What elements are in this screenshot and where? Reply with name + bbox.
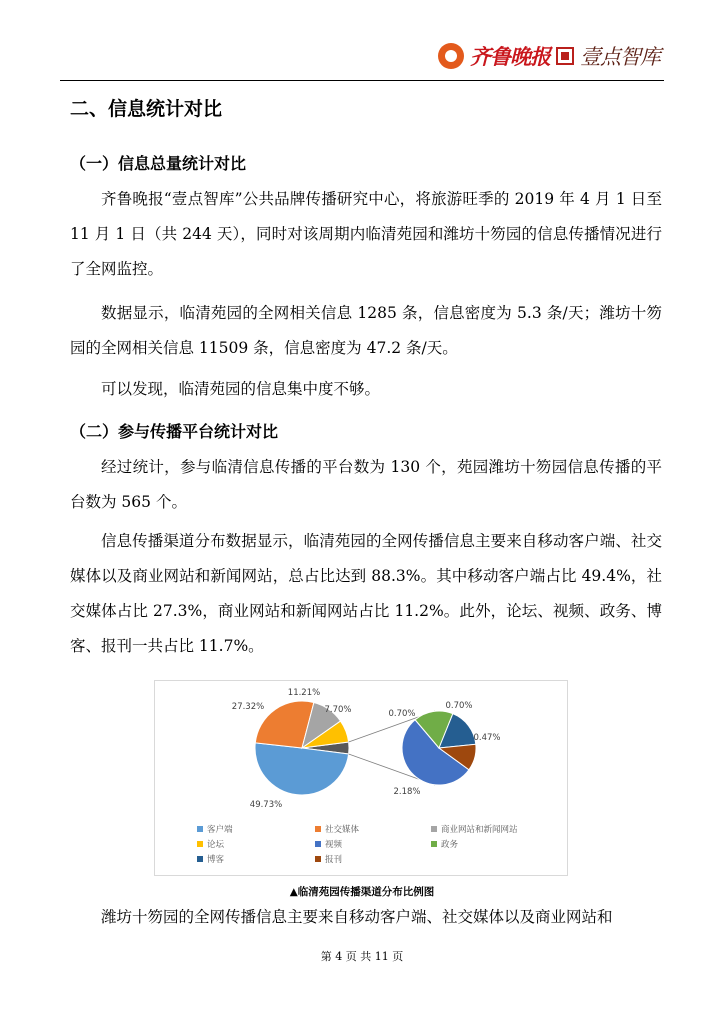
seal-icon: [556, 47, 574, 65]
detail-label-3: 0.47%: [473, 733, 501, 743]
legend-label: 商业网站和新闻网站: [441, 824, 518, 835]
legend-swatch: [197, 826, 203, 832]
legend-swatch: [197, 841, 203, 847]
paragraph-2: 数据显示，临清苑园的全网相关信息 1285 条，信息密度为 5.3 条/天；潍坊十笏园的全网相关信息 11509 条，信息密度为 47.2 条/天。: [70, 304, 662, 357]
brand-logo-icon: [438, 43, 464, 69]
paragraph-3: 可以发现，临清苑园的信息集中度不够。: [101, 380, 381, 398]
paragraph-5: 信息传播渠道分布数据显示，临清苑园的全网传播信息主要来自移动客户端、社交媒体以及商业网站和新闻网站，总占比达到 88.3%。其中移动客户端占比 49.4%，社交媒体占比 27.3%，商业网站和新闻网站占比 11.2%。此外，论坛、视频、政务、博客、报刊一共占比 11.7%。: [70, 532, 662, 655]
legend-item: [431, 821, 567, 836]
legend-swatch: [431, 841, 437, 847]
detail-label-1: 0.70%: [388, 709, 416, 719]
legend-swatch: [431, 826, 437, 832]
pie-chart: [154, 680, 568, 876]
pie-of-pie-chart: [155, 681, 567, 819]
legend-item: [315, 851, 431, 866]
detail-label-0: 2.18%: [393, 787, 421, 797]
page-footer: 第 4 页 共 11 页: [320, 950, 404, 963]
legend-swatch: [315, 856, 321, 862]
detail-label-2: 0.70%: [445, 701, 473, 711]
paragraph-4: 经过统计，参与临清信息传播的平台数为 130 个，苑园潍坊十笏园信息传播的平台数为 565 个。: [70, 458, 662, 511]
legend-label: 政务: [441, 839, 459, 850]
legend-swatch: [315, 826, 321, 832]
legend-item: [197, 821, 315, 836]
subsection-title-1: （一）信息总量统计对比: [70, 154, 247, 173]
legend-label: 报刊: [325, 854, 343, 865]
legend-swatch: [315, 841, 321, 847]
legend-label: 客户端: [207, 824, 233, 835]
legend-swatch: [197, 856, 203, 862]
paragraph-6: 潍坊十笏园的全网传播信息主要来自移动客户端、社交媒体以及商业网站和: [101, 908, 613, 926]
legend-label: 论坛: [207, 839, 225, 850]
legend-label: 博客: [207, 854, 225, 865]
pie-label-0: 49.73%: [249, 800, 283, 810]
sub-brand-name: 壹点智库: [580, 45, 660, 69]
chart-legend: [197, 821, 567, 866]
header-divider: [60, 80, 664, 81]
legend-item: [197, 851, 315, 866]
paragraph-1: 齐鲁晚报“壹点智库”公共品牌传播研究中心，将旅游旺季的 2019 年 4 月 1 日至 11 月 1 日（共 244 天），同时对该周期内临清苑园和潍坊十笏园的信息传播情况进行了全网监控。: [70, 190, 662, 278]
legend-label: 视频: [325, 839, 343, 850]
header-logo: [438, 38, 668, 74]
brand-name: 齐鲁晚报: [470, 44, 550, 69]
section-title: 二、信息统计对比: [70, 98, 223, 120]
subsection-title-2: （二）参与传播平台统计对比: [70, 422, 279, 441]
legend-item: [315, 821, 431, 836]
legend-label: 社交媒体: [325, 824, 360, 835]
legend-item: [431, 836, 567, 851]
legend-item: [197, 836, 315, 851]
pie-label-1: 27.32%: [231, 702, 265, 712]
pie-label-2: 11.21%: [287, 688, 321, 698]
pie-label-3: 7.70%: [324, 705, 352, 715]
chart-caption: ▲临清苑园传播渠道分布比例图: [289, 886, 435, 898]
legend-item: [315, 836, 431, 851]
